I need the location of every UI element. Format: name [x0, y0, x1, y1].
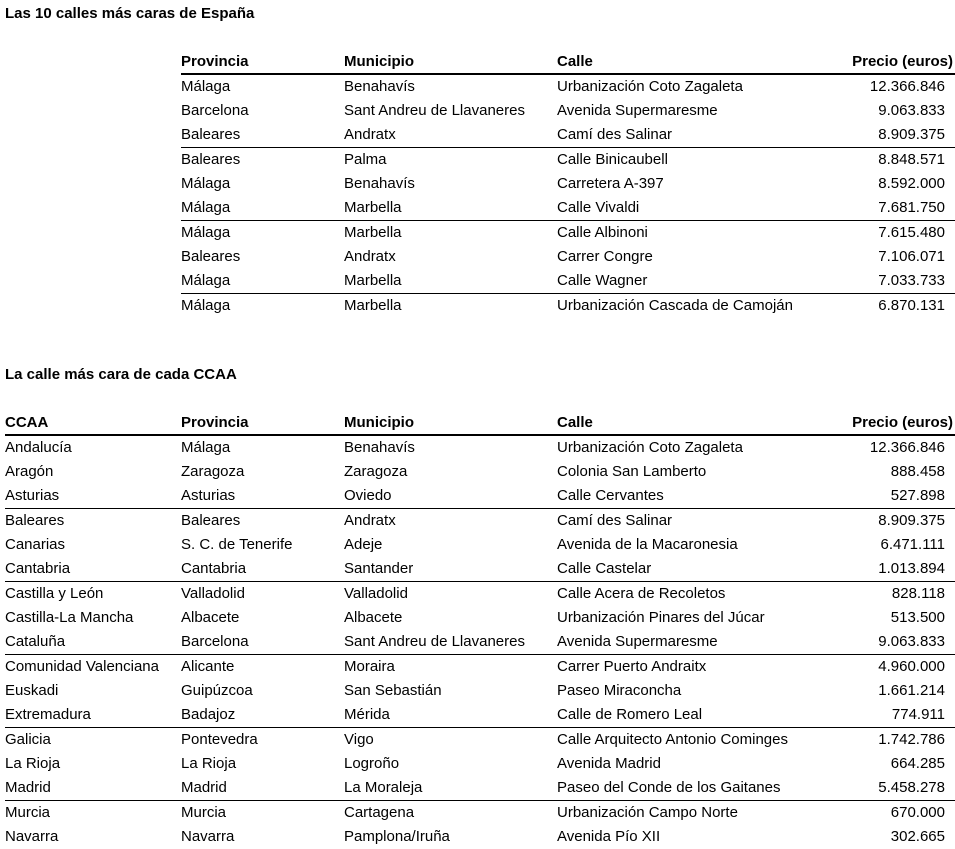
cell-precio: 6.471.111 — [880, 536, 945, 553]
cell-precio: 8.909.375 — [878, 512, 945, 529]
cell-municipio: Marbella — [344, 269, 557, 294]
cell-ccaa: Andalucía — [5, 439, 72, 456]
cell-calle: Carrer Congre — [557, 248, 653, 265]
header-precio: Precio (euros) — [852, 53, 953, 70]
cell-municipio: Benahavís — [344, 175, 415, 192]
cell-municipio: Sant Andreu de Llavaneres — [344, 630, 557, 655]
cell-municipio: Marbella — [344, 196, 557, 221]
table-row — [5, 679, 955, 703]
table-row — [5, 460, 955, 484]
cell-provincia: S. C. de Tenerife — [181, 536, 293, 553]
table-row — [181, 148, 955, 173]
table-row — [5, 582, 955, 607]
cell-precio: 12.366.846 — [869, 78, 945, 95]
table-row — [5, 484, 955, 509]
cell-municipio: San Sebastián — [344, 682, 442, 699]
table-row — [5, 509, 955, 534]
header-municipio: Municipio — [344, 53, 414, 70]
table-header-row — [5, 411, 955, 435]
cell-calle: Carretera A-397 — [557, 175, 664, 192]
cell-calle: Colonia San Lamberto — [557, 463, 707, 480]
table-row — [5, 435, 955, 460]
cell-calle: Urbanización Campo Norte — [557, 804, 738, 821]
cell-ccaa: Euskadi — [5, 682, 59, 699]
table-row — [5, 776, 955, 801]
cell-calle: Calle de Romero Leal — [557, 703, 820, 728]
cell-provincia: Baleares — [181, 151, 241, 168]
cell-municipio: Sant Andreu de Llavaneres — [344, 102, 525, 119]
cell-provincia: Málaga — [181, 269, 344, 294]
cell-ccaa: Comunidad Valenciana — [5, 658, 159, 675]
cell-ccaa: Aragón — [5, 463, 54, 480]
cell-municipio: Marbella — [344, 297, 402, 314]
cell-calle: Calle Acera de Recoletos — [557, 585, 726, 602]
table-row — [181, 245, 955, 269]
header-ccaa: CCAA — [5, 414, 49, 431]
cell-provincia: Navarra — [181, 828, 235, 845]
table-row — [5, 630, 955, 655]
cell-precio: 1.013.894 — [820, 557, 955, 582]
table1-title: Las 10 calles más caras de España — [5, 5, 255, 22]
cell-calle: Urbanización Coto Zagaleta — [557, 439, 743, 456]
header-provincia: Provincia — [181, 53, 249, 70]
cell-municipio: Palma — [344, 151, 387, 168]
cell-precio: 8.909.375 — [820, 123, 955, 148]
cell-provincia: Baleares — [181, 248, 241, 265]
cell-provincia: Pontevedra — [181, 731, 258, 748]
cell-calle: Urbanización Coto Zagaleta — [557, 78, 743, 95]
cell-calle: Calle Wagner — [557, 269, 820, 294]
cell-provincia: Murcia — [181, 804, 227, 821]
cell-calle: Avenida Pío XII — [557, 828, 661, 845]
cell-provincia: Cantabria — [181, 557, 344, 582]
table-row — [181, 269, 955, 294]
cell-precio: 670.000 — [890, 804, 945, 821]
cell-provincia: Asturias — [181, 484, 344, 509]
table-row — [5, 728, 955, 753]
table-row — [5, 825, 955, 849]
header-calle: Calle — [557, 414, 593, 431]
cell-ccaa: La Rioja — [5, 755, 61, 772]
cell-precio: 7.106.071 — [878, 248, 945, 265]
cell-municipio: Oviedo — [344, 484, 557, 509]
cell-calle: Paseo del Conde de los Gaitanes — [557, 776, 820, 801]
cell-precio: 9.063.833 — [820, 630, 955, 655]
cell-provincia: Málaga — [181, 196, 344, 221]
table-row — [5, 606, 955, 630]
cell-ccaa: Galicia — [5, 731, 51, 748]
cell-provincia: Madrid — [181, 776, 344, 801]
cell-precio: 8.848.571 — [878, 151, 945, 168]
cell-ccaa: Baleares — [5, 512, 65, 529]
cell-ccaa: Asturias — [5, 484, 181, 509]
cell-precio: 7.615.480 — [878, 224, 945, 241]
cell-provincia: Barcelona — [181, 102, 249, 119]
cell-ccaa: Castilla-La Mancha — [5, 609, 134, 626]
table-row — [5, 655, 955, 680]
cell-municipio: Albacete — [344, 609, 403, 626]
cell-calle: Avenida Supermaresme — [557, 630, 820, 655]
table-row — [181, 99, 955, 123]
cell-municipio: Mérida — [344, 703, 557, 728]
cell-provincia: Guipúzcoa — [181, 682, 253, 699]
cell-precio: 888.458 — [890, 463, 945, 480]
cell-calle: Calle Cervantes — [557, 484, 820, 509]
cell-ccaa: Cantabria — [5, 557, 181, 582]
cell-provincia: Málaga — [181, 297, 231, 314]
ccaa-streets-table — [5, 411, 955, 849]
cell-precio: 1.661.214 — [878, 682, 945, 699]
cell-precio: 527.898 — [820, 484, 955, 509]
cell-provincia: Baleares — [181, 512, 241, 529]
cell-municipio: Adeje — [344, 536, 383, 553]
cell-ccaa: Canarias — [5, 536, 66, 553]
header-precio: Precio (euros) — [852, 414, 953, 431]
cell-precio: 12.366.846 — [869, 439, 945, 456]
cell-municipio: Andratx — [344, 123, 557, 148]
cell-calle: Camí des Salinar — [557, 123, 820, 148]
cell-precio: 8.592.000 — [878, 175, 945, 192]
cell-provincia: Alicante — [181, 658, 235, 675]
cell-calle: Avenida de la Macaronesia — [557, 536, 738, 553]
cell-provincia: Barcelona — [181, 630, 344, 655]
cell-ccaa: Madrid — [5, 776, 181, 801]
cell-precio: 7.681.750 — [820, 196, 955, 221]
cell-calle: Calle Castelar — [557, 557, 820, 582]
top10-streets-table — [181, 50, 955, 318]
table-row — [5, 752, 955, 776]
table-row — [5, 533, 955, 557]
cell-calle: Carrer Puerto Andraitx — [557, 658, 707, 675]
cell-municipio: Benahavís — [344, 439, 415, 456]
table-row — [181, 123, 955, 148]
table-row — [5, 703, 955, 728]
cell-precio: 774.911 — [820, 703, 955, 728]
cell-provincia: Badajoz — [181, 703, 344, 728]
table-row — [181, 172, 955, 196]
cell-municipio: Logroño — [344, 755, 400, 772]
table-header-row — [181, 50, 955, 74]
cell-municipio: Pamplona/Iruña — [344, 828, 450, 845]
cell-ccaa: Cataluña — [5, 630, 181, 655]
cell-calle: Camí des Salinar — [557, 512, 673, 529]
cell-calle: Avenida Supermaresme — [557, 102, 718, 119]
header-municipio: Municipio — [344, 414, 414, 431]
cell-municipio: Moraira — [344, 658, 395, 675]
cell-provincia: Albacete — [181, 609, 240, 626]
table-row — [5, 801, 955, 826]
cell-municipio: Valladolid — [344, 585, 408, 602]
cell-ccaa: Murcia — [5, 804, 51, 821]
table-row — [5, 557, 955, 582]
cell-municipio: Zaragoza — [344, 463, 408, 480]
cell-ccaa: Castilla y León — [5, 585, 104, 602]
table2-title: La calle más cara de cada CCAA — [5, 366, 237, 383]
cell-provincia: Málaga — [181, 175, 231, 192]
cell-provincia: Zaragoza — [181, 463, 245, 480]
cell-calle: Calle Arquitecto Antonio Cominges — [557, 731, 788, 748]
cell-municipio: Andratx — [344, 512, 396, 529]
cell-provincia: Málaga — [181, 439, 231, 456]
cell-ccaa: Navarra — [5, 828, 59, 845]
cell-calle: Urbanización Cascada de Camoján — [557, 297, 793, 314]
cell-precio: 6.870.131 — [878, 297, 945, 314]
cell-precio: 5.458.278 — [820, 776, 955, 801]
cell-municipio: Marbella — [344, 224, 402, 241]
cell-precio: 4.960.000 — [878, 658, 945, 675]
cell-municipio: La Moraleja — [344, 776, 557, 801]
cell-municipio: Santander — [344, 557, 557, 582]
table-row — [181, 294, 955, 319]
cell-provincia: Málaga — [181, 78, 231, 95]
cell-municipio: Andratx — [344, 248, 396, 265]
cell-provincia: Valladolid — [181, 585, 245, 602]
cell-calle: Avenida Madrid — [557, 755, 661, 772]
cell-provincia: La Rioja — [181, 755, 237, 772]
cell-municipio: Benahavís — [344, 78, 415, 95]
cell-calle: Calle Vivaldi — [557, 196, 820, 221]
cell-precio: 302.665 — [890, 828, 945, 845]
cell-provincia: Baleares — [181, 123, 344, 148]
cell-ccaa: Extremadura — [5, 703, 181, 728]
table-row — [181, 221, 955, 246]
cell-precio: 828.118 — [891, 585, 945, 602]
cell-precio: 9.063.833 — [878, 102, 945, 119]
cell-calle: Calle Albinoni — [557, 224, 648, 241]
header-provincia: Provincia — [181, 414, 249, 431]
cell-precio: 1.742.786 — [878, 731, 945, 748]
cell-calle: Calle Binicaubell — [557, 151, 668, 168]
cell-calle: Paseo Miraconcha — [557, 682, 682, 699]
cell-municipio: Vigo — [344, 731, 374, 748]
cell-precio: 7.033.733 — [820, 269, 955, 294]
cell-provincia: Málaga — [181, 224, 231, 241]
table-row — [181, 196, 955, 221]
cell-calle: Urbanización Pinares del Júcar — [557, 609, 765, 626]
table-row — [181, 74, 955, 99]
header-calle: Calle — [557, 53, 593, 70]
cell-precio: 664.285 — [890, 755, 945, 772]
cell-municipio: Cartagena — [344, 804, 415, 821]
cell-precio: 513.500 — [890, 609, 945, 626]
